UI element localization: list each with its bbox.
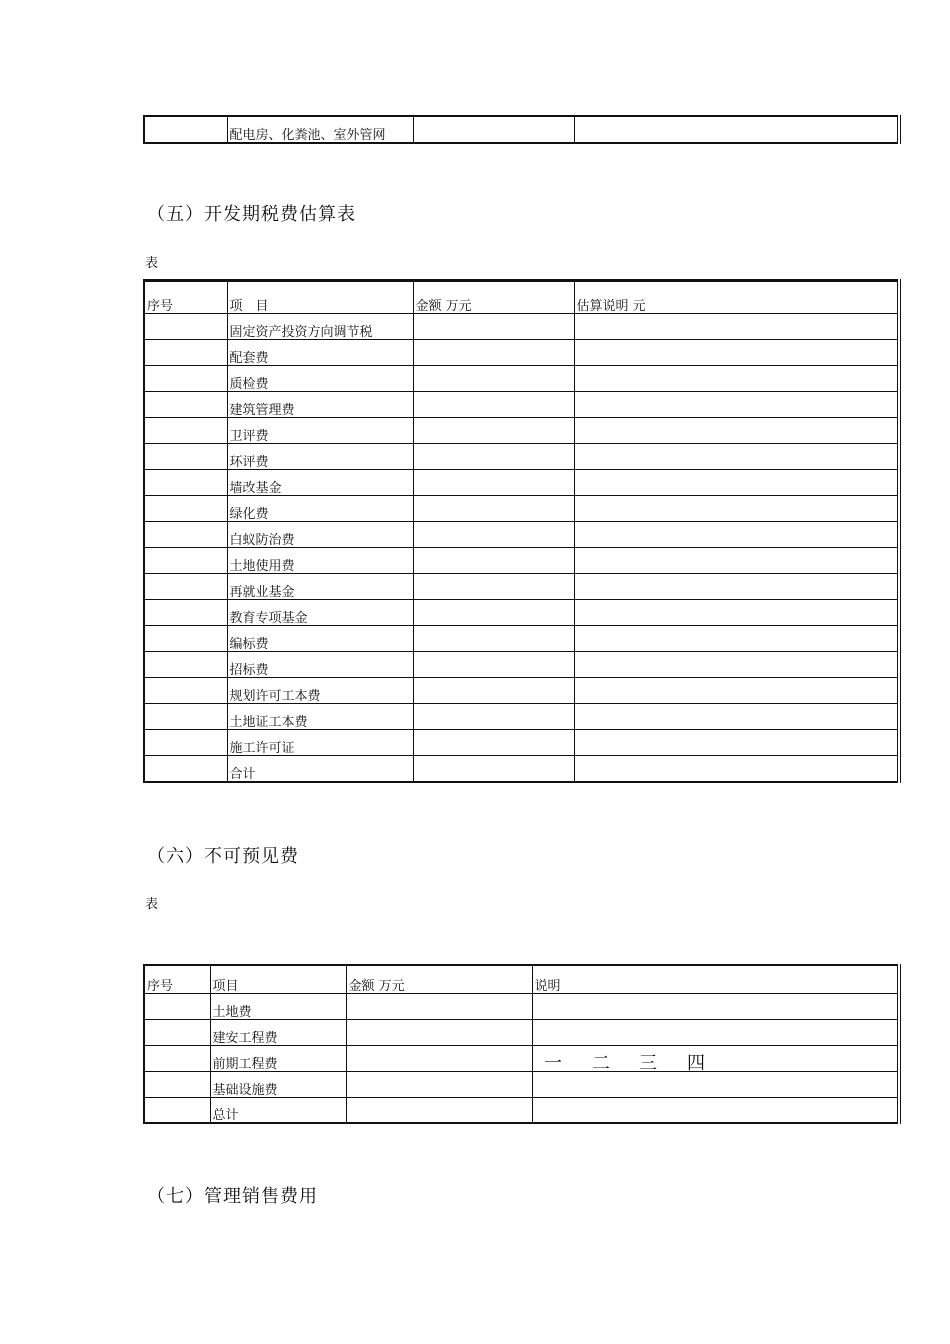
table-cell (144, 704, 227, 730)
table-cell (144, 548, 227, 574)
table-row (144, 993, 899, 1019)
table-row (144, 652, 899, 678)
header-cell-note: 说明 (532, 965, 899, 993)
table-cell (574, 392, 899, 418)
section6-title: （六）不可预见费 (147, 846, 299, 867)
table-cell (574, 756, 899, 782)
table-cell (574, 116, 899, 143)
table-cell (144, 1045, 210, 1071)
table-cell (574, 600, 899, 626)
table-cell (144, 626, 227, 652)
item-name-cell: 基础设施费 (210, 1071, 346, 1097)
table-cell (144, 522, 227, 548)
table-cell (532, 1097, 899, 1123)
table-cell (144, 470, 227, 496)
table-cell (413, 340, 574, 366)
table-cell (574, 704, 899, 730)
numeral-two: 二 (592, 1053, 610, 1074)
table-cell (413, 366, 574, 392)
table-row (144, 314, 899, 340)
item-name-cell: 合计 (227, 756, 413, 782)
table-cell (413, 730, 574, 756)
table-row (144, 444, 899, 470)
section7-title: （七）管理销售费用 (147, 1186, 318, 1207)
table-cell (144, 1071, 210, 1097)
table-cell (413, 392, 574, 418)
item-name-cell: 墙改基金 (227, 470, 413, 496)
item-name-cell: 教育专项基金 (227, 600, 413, 626)
header-cell-item: 项 目 (227, 281, 413, 314)
header-cell-item: 项目 (210, 965, 346, 993)
table-row (144, 548, 899, 574)
table-row (144, 678, 899, 704)
item-name-cell: 前期工程费 (210, 1045, 346, 1071)
table-cell (413, 548, 574, 574)
item-name-cell: 配套费 (227, 340, 413, 366)
table-cell (574, 522, 899, 548)
table-cell (144, 340, 227, 366)
table-cell (413, 496, 574, 522)
table-row (144, 730, 899, 756)
tax-fee-table (143, 279, 901, 783)
item-name-cell: 招标费 (227, 652, 413, 678)
table-cell (532, 993, 899, 1019)
table-cell (346, 993, 532, 1019)
table-cell (532, 1019, 899, 1045)
item-name-cell: 再就业基金 (227, 574, 413, 600)
table-cell (413, 678, 574, 704)
table-header-row (144, 281, 899, 314)
table-cell (574, 366, 899, 392)
header-cell-amount: 金额 万元 (413, 281, 574, 314)
table-cell (144, 756, 227, 782)
table-cell (574, 678, 899, 704)
table-cell (413, 116, 574, 143)
table-cell (574, 340, 899, 366)
table-row (144, 1097, 899, 1123)
numeral-three: 三 (639, 1053, 657, 1074)
item-name-cell: 卫评费 (227, 418, 413, 444)
table-cell (413, 444, 574, 470)
item-name-cell: 建筑管理费 (227, 392, 413, 418)
table-cell (574, 548, 899, 574)
table-cell (574, 730, 899, 756)
table-cell (144, 678, 227, 704)
table-row (144, 1071, 899, 1097)
table-row (144, 704, 899, 730)
item-name-cell: 土地使用费 (227, 548, 413, 574)
table-cell (413, 314, 574, 340)
table-cell (532, 1071, 899, 1097)
table-row (144, 418, 899, 444)
table-cell (144, 314, 227, 340)
table-cell (144, 392, 227, 418)
item-name-cell: 土地证工本费 (227, 704, 413, 730)
item-name-cell: 绿化费 (227, 496, 413, 522)
section5-caption: 表 (145, 256, 159, 271)
table-row (144, 366, 899, 392)
numeral-four: 四 (687, 1053, 705, 1074)
table-cell (144, 418, 227, 444)
table-cell (413, 574, 574, 600)
table-cell (413, 626, 574, 652)
table-row (144, 496, 899, 522)
table-cell: 配电房、化粪池、室外管网 (227, 116, 413, 143)
item-name-cell: 固定资产投资方向调节税 (227, 314, 413, 340)
item-name-cell: 施工许可证 (227, 730, 413, 756)
header-cell-note: 估算说明 元 (574, 281, 899, 314)
table-cell (413, 470, 574, 496)
table-row (144, 392, 899, 418)
table-header-row (144, 965, 899, 993)
item-name-cell: 质检费 (227, 366, 413, 392)
numeral-one: 一 (544, 1053, 562, 1074)
section5-title: （五）开发期税费估算表 (147, 204, 356, 225)
header-cell-index: 序号 (144, 281, 227, 314)
table-cell (574, 444, 899, 470)
table-cell (144, 993, 210, 1019)
table-row (144, 116, 899, 143)
table-cell (574, 652, 899, 678)
table-cell (144, 1019, 210, 1045)
table-cell (574, 574, 899, 600)
table-cell (144, 496, 227, 522)
table-cell (346, 1071, 532, 1097)
table-cell (144, 652, 227, 678)
table-cell (144, 444, 227, 470)
table-cell (574, 496, 899, 522)
table-cell (574, 470, 899, 496)
table-cell (413, 704, 574, 730)
table-cell (144, 116, 227, 143)
item-name-cell: 土地费 (210, 993, 346, 1019)
item-name-cell: 规划许可工本费 (227, 678, 413, 704)
item-name-cell: 总计 (210, 1097, 346, 1123)
contingency-table (143, 964, 901, 1124)
table-cell (144, 366, 227, 392)
table-cell (574, 314, 899, 340)
table-cell (413, 600, 574, 626)
table-cell (413, 756, 574, 782)
header-cell-amount: 金额 万元 (346, 965, 532, 993)
table-cell (413, 418, 574, 444)
table-row (144, 522, 899, 548)
header-cell-index: 序号 (144, 965, 210, 993)
item-name-cell: 建安工程费 (210, 1019, 346, 1045)
table-row (144, 626, 899, 652)
table-row (144, 574, 899, 600)
top-table (143, 115, 901, 144)
item-name-cell: 环评费 (227, 444, 413, 470)
table-cell (144, 600, 227, 626)
table-row (144, 470, 899, 496)
table-row (144, 1019, 899, 1045)
table-cell (532, 1045, 899, 1071)
table-row (144, 756, 899, 782)
table-cell (144, 1097, 210, 1123)
section6-caption: 表 (145, 897, 159, 912)
table-cell (346, 1045, 532, 1071)
table-cell (413, 522, 574, 548)
table-cell (346, 1019, 532, 1045)
table-cell (574, 418, 899, 444)
table-cell (346, 1097, 532, 1123)
table-cell (413, 652, 574, 678)
table-row (144, 340, 899, 366)
table-row (144, 600, 899, 626)
table-row (144, 1045, 899, 1071)
table-cell (144, 574, 227, 600)
item-name-cell: 编标费 (227, 626, 413, 652)
item-name-cell: 白蚁防治费 (227, 522, 413, 548)
table-cell (144, 730, 227, 756)
table-cell (574, 626, 899, 652)
